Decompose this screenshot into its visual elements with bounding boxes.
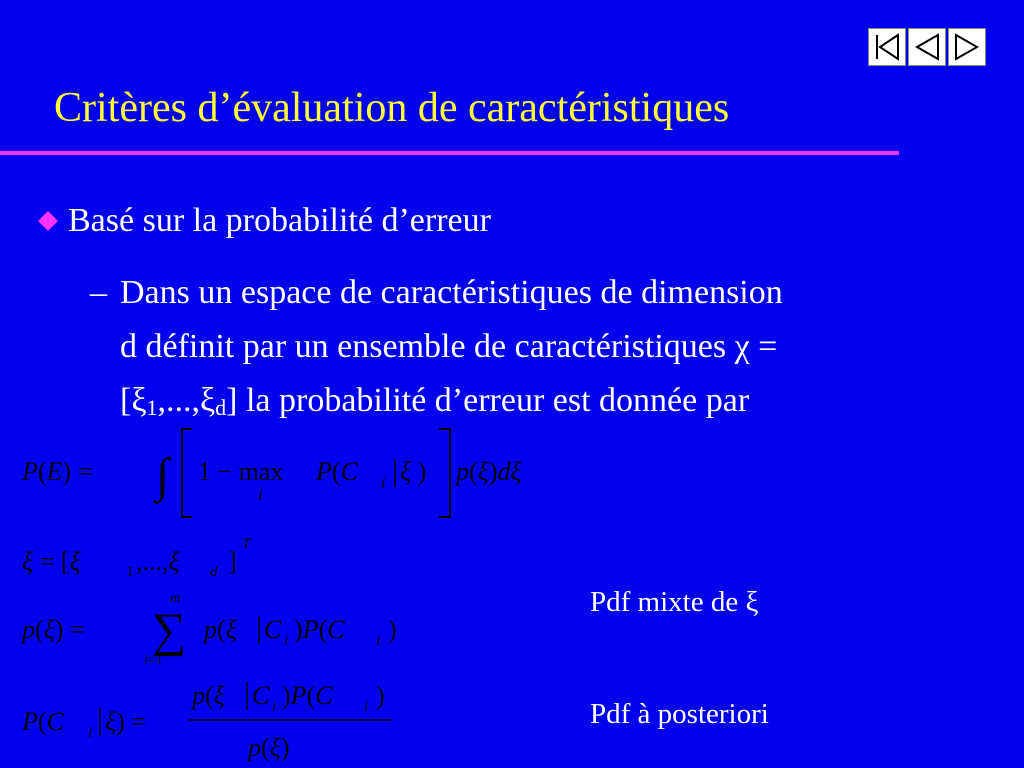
- svg-text:p(ξ)dξ: p(ξ)dξ: [456, 457, 522, 486]
- diamond-bullet-icon: [38, 211, 58, 231]
- sub-bullet-line-3: $[\xi_1,...,\xi_d]$ la probabilité d’erreur est donnée par: [120, 382, 750, 420]
- sub-bullet-line-2: d définit par un ensemble de caractéristiques χ =: [120, 328, 778, 365]
- bullet-text: Basé sur la probabilité d’erreur: [68, 202, 491, 239]
- svg-text:P(C: P(C: [22, 707, 64, 736]
- svg-text:∫: ∫: [156, 449, 170, 502]
- svg-text:): ): [376, 681, 385, 710]
- slide-navigation: [868, 28, 986, 66]
- svg-text:p(ξ: p(ξ: [204, 615, 237, 644]
- next-slide-button[interactable]: [948, 28, 986, 66]
- title-divider: [0, 151, 899, 155]
- equation-posterior: [20, 676, 410, 768]
- svg-text:ξ) =: ξ) =: [105, 707, 146, 736]
- svg-text:]: ]: [228, 547, 237, 576]
- posterior-pdf-label: Pdf à posteriori: [590, 698, 769, 730]
- svg-text:T: T: [242, 536, 251, 552]
- equation-feature-vector: [20, 532, 260, 582]
- svg-text:1: 1: [126, 564, 134, 580]
- svg-text:∑: ∑: [152, 604, 187, 657]
- svg-text:i: i: [381, 475, 386, 492]
- sub-bullet: [90, 266, 970, 428]
- svg-text:P(E) =: P(E) =: [22, 457, 93, 486]
- svg-text:p(ξ) =: p(ξ) =: [22, 615, 85, 644]
- svg-text:i: i: [376, 633, 381, 649]
- svg-text:i: i: [258, 487, 263, 504]
- svg-text:i: i: [88, 725, 93, 741]
- svg-text:i=1: i=1: [144, 653, 163, 668]
- previous-slide-icon: [912, 32, 942, 62]
- svg-text:P(C: P(C: [316, 457, 358, 486]
- svg-text:)P(C: )P(C: [294, 615, 345, 644]
- svg-text:,...,ξ: ,...,ξ: [136, 547, 180, 576]
- svg-text:ξ ): ξ ): [400, 457, 427, 486]
- svg-text:C: C: [252, 681, 270, 710]
- svg-text:ξ = [ξ: ξ = [ξ: [22, 547, 81, 576]
- equation-mixture-density: [20, 588, 410, 670]
- first-slide-icon: [872, 32, 902, 62]
- svg-text:i: i: [284, 633, 289, 649]
- svg-text:p(ξ): p(ξ): [248, 733, 290, 762]
- bullet-item: [38, 202, 491, 240]
- svg-text:C: C: [264, 615, 282, 644]
- first-slide-button[interactable]: [868, 28, 906, 66]
- svg-text:)P(C: )P(C: [282, 681, 333, 710]
- slide-title: Critères d’évaluation de caractéristiques: [54, 85, 730, 131]
- svg-text:i: i: [272, 699, 277, 715]
- sub-bullet-line-1: Dans un espace de caractéristiques de dimension: [120, 274, 783, 311]
- dash-marker: –: [90, 274, 107, 311]
- svg-text:1 − max: 1 − max: [198, 457, 284, 486]
- svg-text:m: m: [170, 591, 181, 606]
- mixture-pdf-label: Pdf mixte de ξ: [590, 586, 759, 618]
- next-slide-icon: [952, 32, 982, 62]
- svg-text:): ): [388, 615, 397, 644]
- equation-error-probability: [20, 425, 580, 525]
- svg-text:d: d: [210, 564, 218, 580]
- svg-text:p(ξ: p(ξ: [192, 681, 225, 710]
- svg-text:i: i: [364, 699, 369, 715]
- previous-slide-button[interactable]: [908, 28, 946, 66]
